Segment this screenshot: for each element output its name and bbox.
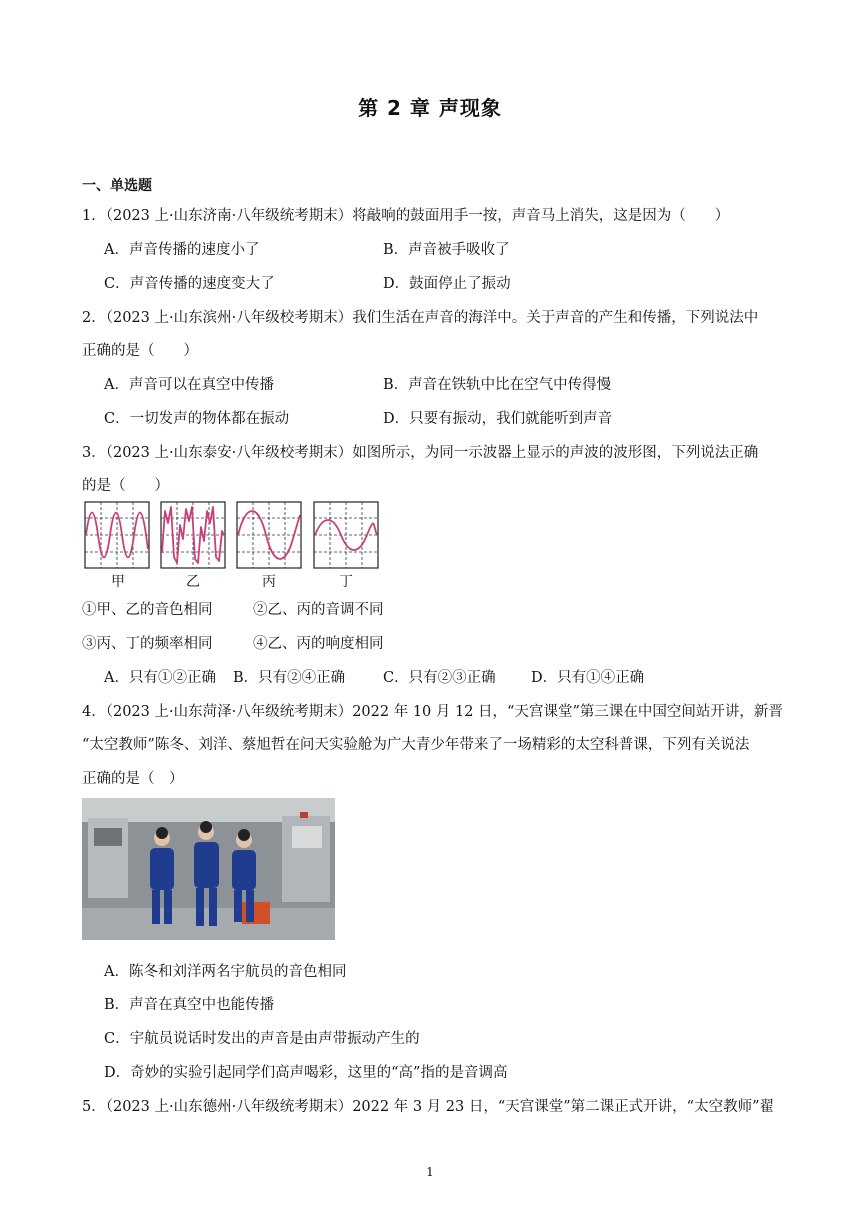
waveform-jia xyxy=(84,501,150,569)
question-4-stem-line2: “太空教师”陈冬、刘洋、蔡旭哲在问天实验舱为广大青少年带来了一场精彩的太空科普课，下列有关说法 xyxy=(82,737,750,753)
question-4-stem-line1: 4．（2023 上·山东菏泽·八年级统考期末）2022 年 10 月 12 日，“天宫课堂”第三课在中国空间站开讲，新晋 xyxy=(82,704,783,720)
q2-option-b: B．声音在铁轨中比在空气中传得慢 xyxy=(383,377,612,393)
waveform-ding xyxy=(313,501,379,569)
question-5-stem-line1: 5．（2023 上·山东德州·八年级统考期末）2022 年 3 月 23 日，“天宫课堂”第二课正式开讲，“太空教师”翟 xyxy=(82,1099,774,1115)
question-1-stem: 1．（2023 上·山东济南·八年级统考期末）将敲响的鼓面用手一按，声音马上消失，这是因为（ ） xyxy=(82,208,730,224)
q1-option-b: B．声音被手吸收了 xyxy=(383,242,510,258)
q3-statement-2: ②乙、丙的音调不同 xyxy=(253,602,384,618)
q3-option-b: B．只有②④正确 xyxy=(233,670,346,686)
question-4-stem-line3: 正确的是（ ） xyxy=(82,771,184,787)
question-3-stem-line2: 的是（ ） xyxy=(82,478,169,494)
waveform-label-jia: 甲 xyxy=(111,574,125,590)
question-2-stem-line1: 2．（2023 上·山东滨州·八年级校考期末）我们生活在声音的海洋中。关于声音的产生和传播，下列说法中 xyxy=(82,310,759,326)
q2-option-a: A．声音可以在真空中传播 xyxy=(104,377,274,393)
waveform-bing xyxy=(236,501,302,569)
q3-option-a: A．只有①②正确 xyxy=(104,670,216,686)
waveform-yi xyxy=(160,501,226,569)
waveform-label-yi: 乙 xyxy=(186,574,200,590)
question-2-stem-line2: 正确的是（ ） xyxy=(82,343,198,359)
q1-option-d: D．鼓面停止了振动 xyxy=(383,276,511,292)
q3-statement-1: ①甲、乙的音色相同 xyxy=(82,602,213,618)
waveform-label-bing: 丙 xyxy=(262,574,276,590)
q3-option-d: D．只有①④正确 xyxy=(531,670,645,686)
q3-statement-3: ③丙、丁的频率相同 xyxy=(82,636,213,652)
q3-option-c: C．只有②③正确 xyxy=(383,670,496,686)
q4-option-b: B．声音在真空中也能传播 xyxy=(104,997,275,1013)
q1-option-a: A．声音传播的速度小了 xyxy=(104,242,260,258)
astronauts-photo xyxy=(82,798,335,940)
section-heading: 一、单选题 xyxy=(82,178,152,194)
q4-option-d: D．奇妙的实验引起同学们高声喝彩，这里的“高”指的是音调高 xyxy=(104,1065,508,1081)
q3-statement-4: ④乙、丙的响度相同 xyxy=(253,636,384,652)
q4-option-a: A．陈冬和刘洋两名宇航员的音色相同 xyxy=(104,964,347,980)
question-3-stem-line1: 3．（2023 上·山东泰安·八年级校考期末）如图所示，为同一示波器上显示的声波的波形图，下列说法正确 xyxy=(82,445,759,461)
page-number: 1 xyxy=(426,1165,434,1179)
q2-option-d: D．只要有振动，我们就能听到声音 xyxy=(383,411,613,427)
q1-option-c: C．声音传播的速度变大了 xyxy=(104,276,275,292)
q4-option-c: C．宇航员说话时发出的声音是由声带振动产生的 xyxy=(104,1031,420,1047)
q2-option-c: C．一切发声的物体都在振动 xyxy=(104,411,290,427)
page-title: 第 2 章 声现象 xyxy=(358,96,502,120)
waveform-label-ding: 丁 xyxy=(339,574,353,590)
